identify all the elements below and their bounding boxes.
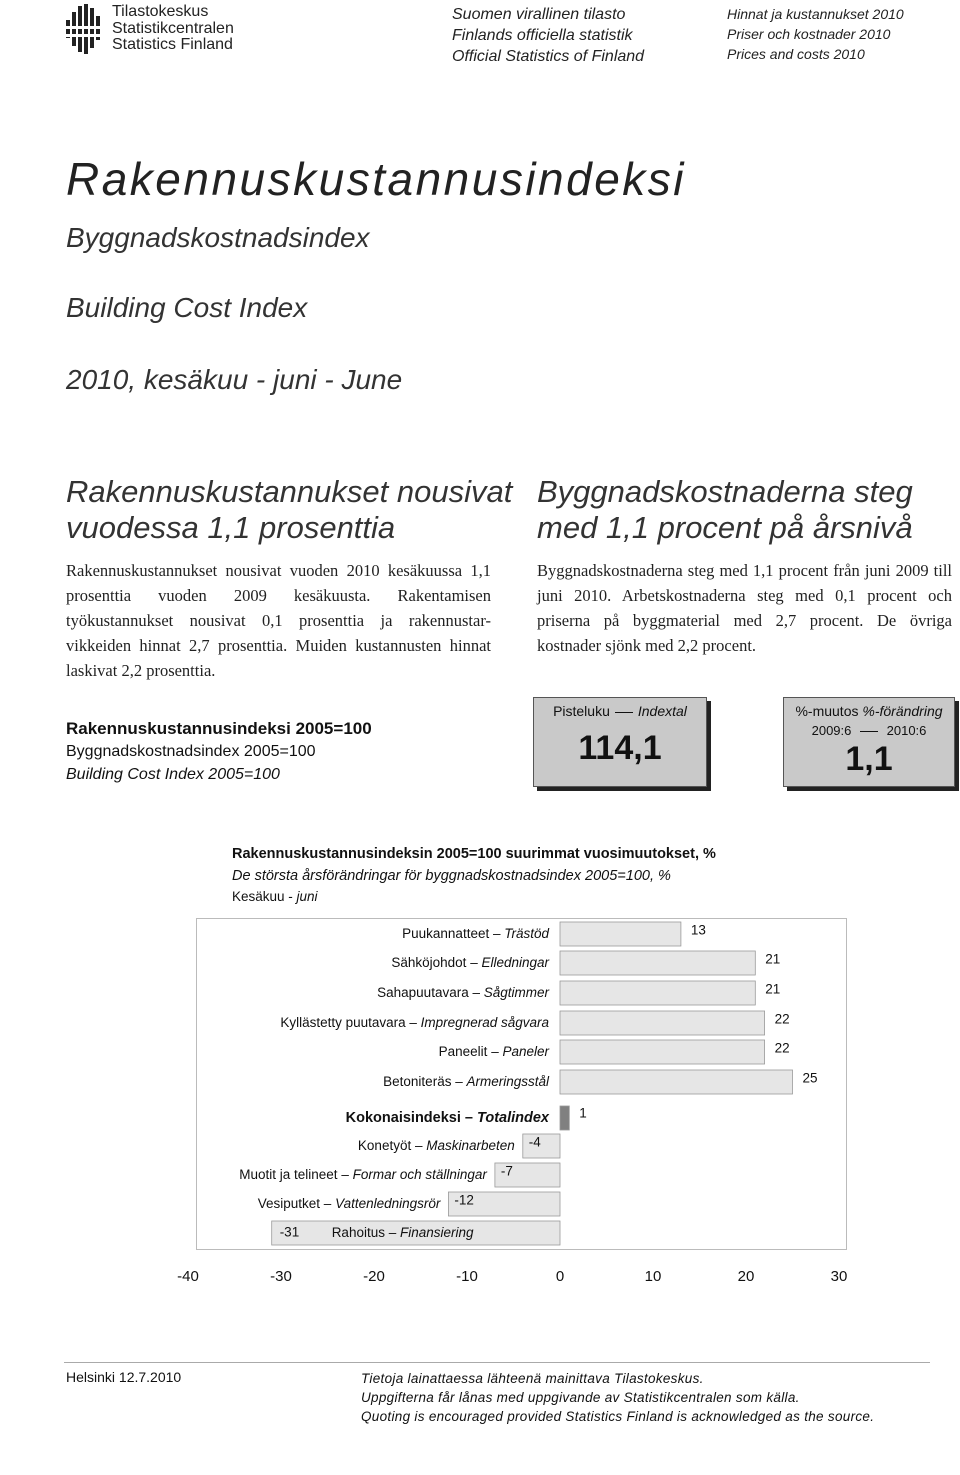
chart-title: Rakennuskustannusindeksin 2005=100 suurimmat vuosimuutokset, % [232,846,716,862]
bar [560,922,681,946]
chart-period-fi: Kesäkuu - [232,889,297,904]
x-tick-label: 30 [830,1267,848,1285]
bar-value-label: 21 [765,951,781,967]
bar-value-label: 1 [579,1105,587,1121]
official-sv: Finlands officiella statistik [452,27,633,44]
change-label-fi: %-muutos [795,703,859,719]
bar [560,951,755,975]
bar-value-label: -31 [279,1224,300,1240]
bar [560,1011,765,1035]
summary-text-sv: Byggnadskostnaderna steg med 1,1 procent från juni 2009 till juni 2010. Arbetskostnaderna steg med 0,1 procent och priserna på byggmaterial med 2,7 procent. De övriga kostnader sjönk med 2,2 procent. [537,561,952,655]
points-label-sv: Indextal [637,703,687,719]
bar-category-label: Vesiputket – Vattenledningsrör [257,1195,441,1211]
page-title-en: Building Cost Index [66,292,308,323]
bar [560,1106,569,1130]
points-value: 114,1 [578,729,662,767]
x-tick-label: 0 [555,1267,565,1285]
citation-fi: Tietoja lainattaessa lähteenä mainittava Tilastokeskus. [361,1371,704,1386]
bar-value-label: 21 [765,981,781,997]
org-name-en: Statistics Finland [112,36,233,53]
citation-sv: Uppgifterna får lånas med uppgivande av Statistikcentralen som källa. [361,1390,800,1405]
bar-category-label: Sahapuutavara – Sågtimmer [377,984,549,1000]
change-to: 2010:6 [886,723,927,738]
citation-en: Quoting is encouraged provided Statistics Finland is acknowledged as the source. [361,1409,875,1424]
headline-sv: Byggnadskostnaderna steg med 1,1 procent på årsnivå [537,474,913,545]
bar-value-label: -4 [528,1134,541,1150]
x-tick-label: 10 [644,1267,662,1285]
org-name-sv: Statistikcentralen [112,19,234,37]
index-title-sv: Byggnadskostnadsindex 2005=100 [66,743,316,760]
official-fi: Suomen virallinen tilasto [452,6,626,23]
bar-category-label: Puukannatteet – Trästöd [402,925,549,941]
topic-fi: Hinnat ja kustannukset 2010 [727,6,904,22]
index-title: Rakennuskustannusindeksi 2005=100 [66,719,372,738]
index-title-en: Building Cost Index 2005=100 [66,766,280,783]
topic-en: Prices and costs 2010 [727,46,865,62]
bar-category-label: Kokonaisindeksi – Totalindex [345,1109,549,1126]
chart-period-sv: juni [296,889,318,904]
footer-divider [64,1362,930,1363]
bar-value-label: 25 [802,1070,818,1086]
citation-note [361,1369,874,1426]
bar [560,981,755,1005]
page-title-sv: Byggnadskostnadsindex [66,222,370,253]
bar-category-label: Konetyöt – Maskinarbeten [357,1137,515,1153]
x-tick-label: -30 [270,1267,292,1285]
x-tick-label: 20 [737,1267,755,1285]
x-tick-label: -40 [177,1267,199,1285]
bar-value-label: -7 [500,1163,513,1179]
points-label-fi: Pisteluku [553,703,610,719]
change-value: 1,1 [845,740,893,778]
x-tick-label: -10 [456,1267,478,1285]
bar-category-label: Sähköjohdot – Elledningar [391,954,549,970]
change-label-sv: %-förändring [862,703,943,719]
chart-subtitle: De största årsförändringar för byggnadskostnadsindex 2005=100, % [232,868,671,884]
bar-value-label: 22 [774,1011,790,1027]
official-en: Official Statistics of Finland [452,48,645,65]
bar [560,1070,793,1094]
change-from: 2009:6 [811,723,852,738]
x-tick-label: -20 [363,1267,385,1285]
bar-category-label: Paneelit – Paneler [438,1043,549,1059]
bar-value-label: 13 [690,922,706,938]
place-date: Helsinki 12.7.2010 [66,1369,182,1385]
bar-category-label: Rahoitus – Finansiering [331,1224,474,1240]
bar-value-label: -12 [454,1192,474,1208]
summary-text-fi: Rakennuskustannukset nousivat vuoden 2010 kesäkuussa 1,1 prosenttia vuoden 2009 kesäkuusta. Rakentamisen työkustannukset nousivat 0,1 prosenttia ja rakennustar-vikkeiden hinnat 2,7 prosenttia. Muiden kustannusten hinnat laskivat 2,2 prosenttia. [66,561,491,680]
bar-category-label: Muotit ja telineet – Formar och ställningar [239,1166,487,1182]
bar [560,1040,765,1064]
period-title: 2010, kesäkuu - juni - June [66,364,403,395]
page-title: Rakennuskustannusindeksi [66,153,687,205]
bar-category-label: Betoniteräs – Armeringsstål [383,1073,549,1089]
headline-fi: Rakennuskustannukset nousivat vuodessa 1,1 prosenttia [66,474,513,545]
bar-category-label: Kyllästetty puutavara – Impregnerad sågvara [280,1014,549,1030]
org-name-fi: Tilastokeskus [112,3,209,20]
bar-value-label: 22 [774,1040,790,1056]
topic-sv: Priser och kostnader 2010 [727,26,891,42]
